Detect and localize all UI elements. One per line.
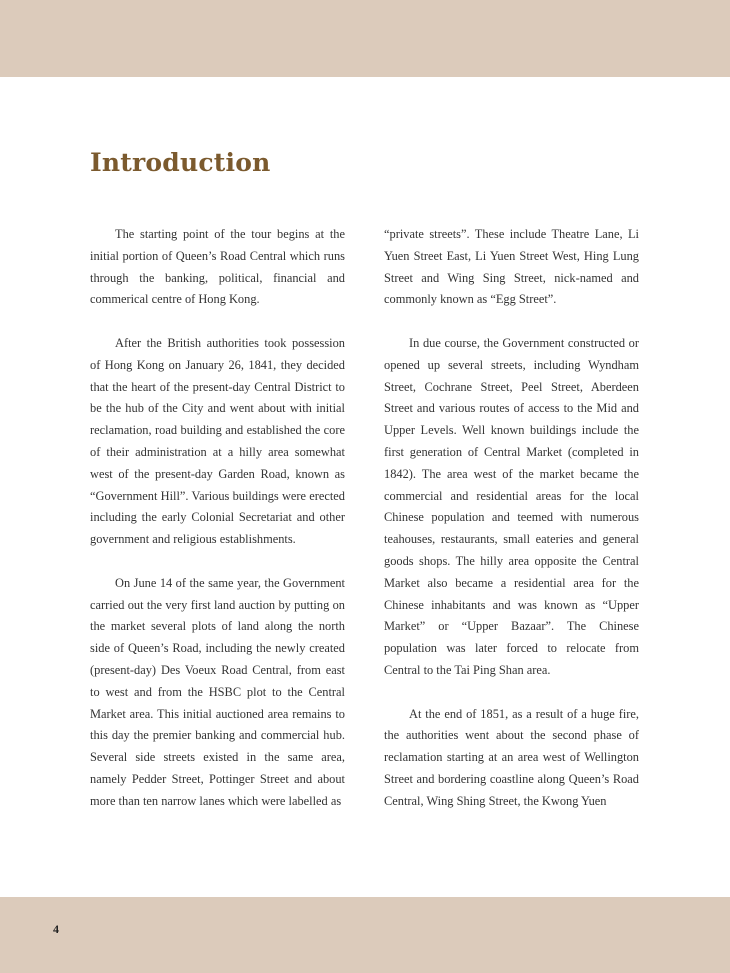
right-column	[384, 224, 639, 834]
bottom-band	[0, 897, 730, 973]
paragraph: On June 14 of the same year, the Government carried out the very first land auction by putting on the market several plots of land along the north side of Queen’s Road, including the newly created (present-day) Des Voeux Road Central, from east to west and from the HSBC plot to the Central Market area. This initial auctioned area remains to this day the premier banking and commercial hub. Several side streets existed in the same area, namely Pedder Street, Pottinger Street and about more than ten narrow lanes which were labelled as	[90, 575, 345, 808]
page-number: 4	[53, 922, 59, 936]
paragraph: In due course, the Government constructed or opened up several streets, including Wyndham Street, Cochrane Street, Peel Street, Aberdeen Street and various routes of access to the Mid and Upper Levels. Well known buildings include the first generation of Central Market (completed in 1842). The area west of the market became the commercial and residential areas for the local Chinese population and teemed with numerous teahouses, restaurants, small eateries and general goods shops. The hilly area opposite the Central Market also became a residential area for the Chinese inhabitants and was known as “Upper Market” or “Upper Bazaar”. The Chinese population was later forced to relocate from Central to the Tai Ping Shan area.	[384, 335, 639, 677]
paragraph-continued: “private streets”. These include Theatre Lane, Li Yuen Street East, Li Yuen Street West, Hing Lung Street and Wing Sing Street, nick-named and commonly known as “Egg Street”.	[384, 227, 639, 307]
paragraph: The starting point of the tour begins at the initial portion of Queen’s Road Central which runs through the banking, political, financial and commerical centre of Hong Kong.	[90, 227, 345, 307]
left-column	[90, 224, 345, 834]
top-band	[0, 0, 730, 77]
paragraph: At the end of 1851, as a result of a huge fire, the authorities went about the second phase of reclamation starting at an area west of Wellington Street and bordering coastline along Queen’s Road Central, Wing Shing Street, the Kwong Yuen	[384, 706, 639, 808]
paragraph: After the British authorities took possession of Hong Kong on January 26, 1841, they decided that the heart of the present-day Central District to be the hub of the City and went about with initial reclamation, road building and established the core of their administration at a hilly area somewhat west of the present-day Garden Road, known as “Government Hill”. Various buildings were erected including the early Colonial Secretariat and other government and religious establishments.	[90, 335, 345, 547]
page-title: Introduction	[90, 148, 271, 177]
